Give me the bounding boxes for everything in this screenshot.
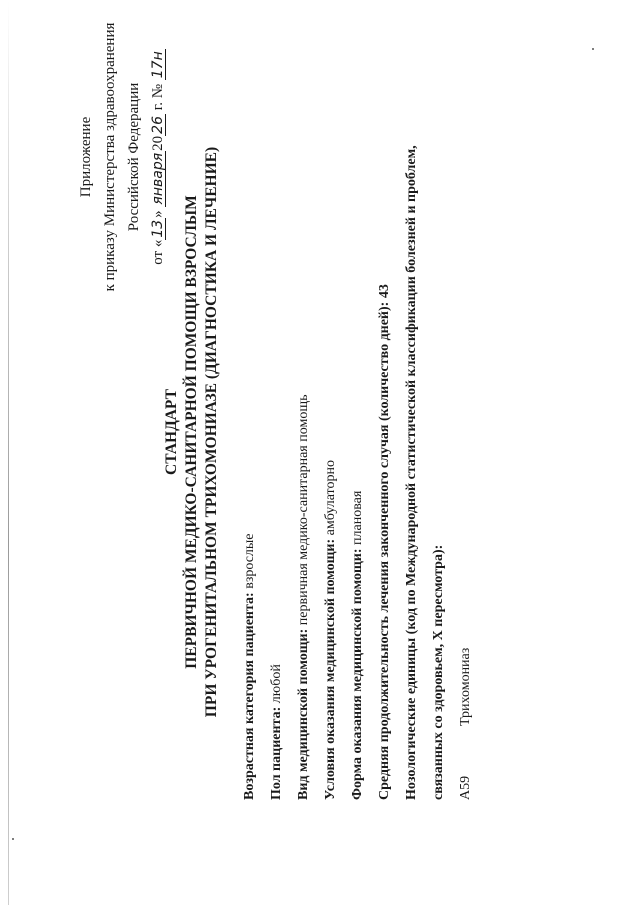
field-label: Условия оказания медицинской помощи:: [323, 538, 338, 800]
field-sex: [263, 30, 290, 800]
document-body: [236, 30, 479, 800]
field-value: взрослые: [242, 533, 257, 589]
field-label: Пол пациента:: [269, 706, 284, 800]
order-month: января: [150, 152, 166, 205]
nosology-heading-2: связанных со здоровьем, X пересмотра):: [431, 544, 446, 800]
order-day: 13: [150, 219, 166, 238]
field-care-type: [290, 30, 317, 800]
title-line-2: ПЕРВИЧНОЙ МЕДИКО-САНИТАРНОЙ ПОМОЩИ ВЗРОСЛЫМ: [183, 195, 200, 669]
title-line-1: СТАНДАРТ: [163, 389, 180, 475]
field-label: Вид медицинской помощи:: [296, 628, 311, 800]
field-value: плановая: [350, 490, 365, 545]
scan-speck: [12, 838, 14, 840]
order-year: 26: [150, 116, 166, 134]
document-title: [162, 82, 222, 782]
field-care-form: [344, 30, 371, 800]
nosology-code: A59: [458, 775, 473, 800]
title-line-3: ПРИ УРОГЕНИТАЛЬНОМ ТРИХОМОНИАЗЕ (ДИАГНОСТИКА И ЛЕЧЕНИЕ): [203, 146, 220, 718]
rotated-page: [60, 12, 580, 852]
field-value: 43: [377, 284, 392, 299]
scan-edge: [8, 0, 9, 905]
order-year-prefix: 20: [150, 135, 166, 151]
field-treatment-duration: [371, 30, 398, 800]
order-mid: »: [150, 210, 166, 218]
field-label: Возрастная категория пациента:: [242, 592, 257, 800]
nosology-name: Трихомониаз: [458, 647, 473, 726]
field-value: амбулаторно: [323, 460, 338, 536]
appendix-title: Приложение: [78, 116, 94, 198]
field-care-conditions: [317, 30, 344, 800]
nosology-heading-1: Нозологические единицы (код по Международной статистической классификации болезней и проблем,: [404, 145, 419, 800]
field-value: первичная медико-санитарная помощь: [296, 394, 311, 626]
field-label: Средняя продолжительность лечения законченного случая (количество дней):: [377, 301, 392, 800]
order-number-label: г. №: [150, 83, 166, 111]
order-prefix: от «: [150, 239, 166, 265]
field-value: любой: [269, 664, 284, 704]
appendix-line-order: к приказу Министерства здравоохранения: [102, 22, 118, 292]
field-label: Форма оказания медицинской помощи:: [350, 548, 365, 800]
nosology-entry: [452, 30, 479, 800]
field-age-category: [236, 30, 263, 800]
order-number: 17н: [150, 51, 166, 79]
appendix-line-country: Российской Федерации: [126, 82, 142, 232]
appendix-header: [74, 22, 170, 292]
scan-speck: [592, 48, 594, 50]
